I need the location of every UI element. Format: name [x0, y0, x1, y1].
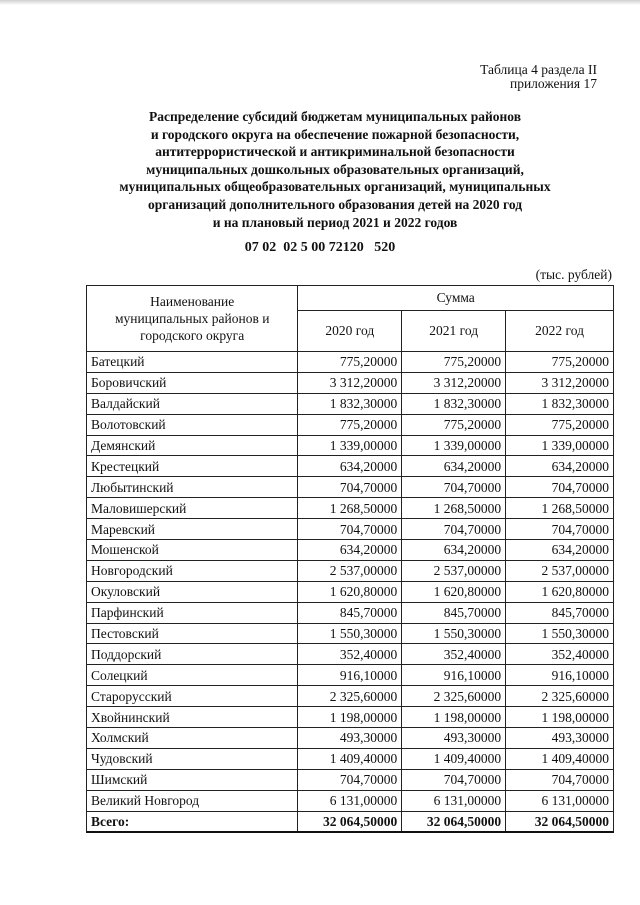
value-2020: 916,10000	[298, 665, 402, 686]
name-header-line: Наименование	[150, 294, 235, 309]
value-2022: 1 550,30000	[506, 623, 614, 644]
value-2020: 704,70000	[298, 477, 402, 498]
value-2022: 704,70000	[506, 519, 614, 540]
region-name: Демянский	[87, 435, 298, 456]
value-2021: 704,70000	[402, 769, 506, 790]
value-2022: 845,70000	[506, 602, 614, 623]
table-row	[87, 707, 614, 728]
table-row	[87, 519, 614, 540]
name-header-line: муниципальных районов и	[114, 311, 270, 326]
value-2022: 493,30000	[506, 728, 614, 749]
value-2020: 493,30000	[298, 728, 402, 749]
table-row	[87, 498, 614, 519]
region-name: Боровичский	[87, 372, 298, 393]
table-row	[87, 560, 614, 581]
table-row	[87, 540, 614, 561]
table-row	[87, 602, 614, 623]
table-row	[87, 456, 614, 477]
value-2021: 1 268,50000	[402, 498, 506, 519]
value-2021: 1 620,80000	[402, 581, 506, 602]
value-2020: 634,20000	[298, 456, 402, 477]
value-2020: 1 198,00000	[298, 707, 402, 728]
value-2021: 1 550,30000	[402, 623, 506, 644]
table-row	[87, 435, 614, 456]
region-name: Новгородский	[87, 560, 298, 581]
table-row	[87, 748, 614, 769]
region-name: Шимский	[87, 769, 298, 790]
value-2022: 1 832,30000	[506, 393, 614, 414]
table-row	[87, 581, 614, 602]
region-name: Валдайский	[87, 393, 298, 414]
value-2021: 775,20000	[402, 352, 506, 373]
value-2021: 352,40000	[402, 644, 506, 665]
value-2020: 3 312,20000	[298, 372, 402, 393]
document-title	[60, 108, 610, 231]
budget-code: 07 02 02 5 00 72120 520	[244, 240, 396, 255]
region-name: Холмский	[87, 728, 298, 749]
table-reference-line2: приложения 17	[509, 76, 597, 91]
title-line: организаций дополнительного образования детей на 2020 год	[147, 196, 523, 212]
table-row	[87, 665, 614, 686]
table-row	[87, 790, 614, 811]
region-name: Батецкий	[87, 352, 298, 373]
table-row	[87, 352, 614, 373]
value-2022: 1 198,00000	[506, 707, 614, 728]
value-2022: 704,70000	[506, 769, 614, 790]
value-2020: 6 131,00000	[298, 790, 402, 811]
value-2022: 775,20000	[506, 352, 614, 373]
title-line: и городского округа на обеспечение пожарной безопасности,	[150, 126, 520, 142]
value-2022: 6 131,00000	[506, 790, 614, 811]
table-row	[87, 769, 614, 790]
table-row	[87, 393, 614, 414]
value-2022: 704,70000	[506, 477, 614, 498]
title-line: антитеррористической и антикриминальной безопасности	[155, 144, 515, 160]
value-2021: 1 339,00000	[402, 435, 506, 456]
page-top-edge	[0, 0, 640, 5]
value-2021: 1 198,00000	[402, 707, 506, 728]
value-2020: 2 325,60000	[298, 686, 402, 707]
value-2021: 775,20000	[402, 414, 506, 435]
subsidy-table	[86, 285, 614, 833]
value-2022: 1 409,40000	[506, 748, 614, 769]
region-name: Хвойнинский	[87, 707, 298, 728]
title-line: муниципальных дошкольных образовательных организаций,	[146, 161, 524, 177]
value-2020: 704,70000	[298, 519, 402, 540]
table-row	[87, 372, 614, 393]
region-name: Солецкий	[87, 665, 298, 686]
region-name: Пестовский	[87, 623, 298, 644]
total-label: Всего:	[87, 811, 298, 832]
value-2021: 493,30000	[402, 728, 506, 749]
value-2020: 2 537,00000	[298, 560, 402, 581]
value-2021: 916,10000	[402, 665, 506, 686]
region-name: Маловишерский	[87, 498, 298, 519]
value-2020: 704,70000	[298, 769, 402, 790]
value-2020: 1 339,00000	[298, 435, 402, 456]
total-2020: 32 064,50000	[298, 811, 402, 832]
name-column-header	[87, 286, 298, 352]
sum-column-header: Сумма	[298, 286, 614, 311]
value-2020: 1 832,30000	[298, 393, 402, 414]
value-2021: 1 832,30000	[402, 393, 506, 414]
value-2021: 2 537,00000	[402, 560, 506, 581]
value-2020: 775,20000	[298, 414, 402, 435]
total-row	[87, 811, 614, 832]
region-name: Старорусский	[87, 686, 298, 707]
value-2022: 2 325,60000	[506, 686, 614, 707]
value-2021: 2 325,60000	[402, 686, 506, 707]
table-reference	[480, 63, 597, 91]
table-row	[87, 686, 614, 707]
region-name: Любытинский	[87, 477, 298, 498]
title-line: и на плановый период 2021 и 2022 годов	[212, 214, 458, 230]
region-name: Чудовский	[87, 748, 298, 769]
value-2020: 1 550,30000	[298, 623, 402, 644]
value-2022: 1 620,80000	[506, 581, 614, 602]
value-2020: 1 620,80000	[298, 581, 402, 602]
value-2020: 634,20000	[298, 540, 402, 561]
value-2022: 2 537,00000	[506, 560, 614, 581]
value-2022: 1 339,00000	[506, 435, 614, 456]
value-2020: 845,70000	[298, 602, 402, 623]
year-header-2020: 2020 год	[298, 311, 402, 352]
value-2022: 634,20000	[506, 456, 614, 477]
region-name: Поддорский	[87, 644, 298, 665]
name-header-line: городского округа	[140, 328, 245, 343]
region-name: Мошенской	[87, 540, 298, 561]
value-2020: 775,20000	[298, 352, 402, 373]
units-label: (тыс. рублей)	[535, 267, 612, 282]
value-2022: 352,40000	[506, 644, 614, 665]
region-name: Великий Новгород	[87, 790, 298, 811]
total-2021: 32 064,50000	[402, 811, 506, 832]
value-2021: 704,70000	[402, 519, 506, 540]
value-2021: 634,20000	[402, 456, 506, 477]
value-2021: 845,70000	[402, 602, 506, 623]
value-2022: 3 312,20000	[506, 372, 614, 393]
total-2022: 32 064,50000	[506, 811, 614, 832]
year-header-2021: 2021 год	[402, 311, 506, 352]
title-line: муниципальных общеобразовательных организаций, муниципальных	[119, 179, 551, 195]
value-2020: 1 268,50000	[298, 498, 402, 519]
table-row	[87, 728, 614, 749]
value-2022: 916,10000	[506, 665, 614, 686]
table-row	[87, 414, 614, 435]
table-row	[87, 477, 614, 498]
value-2021: 3 312,20000	[402, 372, 506, 393]
value-2020: 352,40000	[298, 644, 402, 665]
table-row	[87, 644, 614, 665]
region-name: Окуловский	[87, 581, 298, 602]
table-row	[87, 623, 614, 644]
value-2020: 1 409,40000	[298, 748, 402, 769]
table-body	[87, 352, 614, 812]
value-2021: 634,20000	[402, 540, 506, 561]
value-2021: 704,70000	[402, 477, 506, 498]
year-header-2022: 2022 год	[506, 311, 614, 352]
region-name: Парфинский	[87, 602, 298, 623]
value-2022: 1 268,50000	[506, 498, 614, 519]
value-2022: 775,20000	[506, 414, 614, 435]
value-2022: 634,20000	[506, 540, 614, 561]
region-name: Волотовский	[87, 414, 298, 435]
region-name: Маревский	[87, 519, 298, 540]
title-line: Распределение субсидий бюджетам муниципальных районов	[148, 109, 522, 124]
value-2021: 1 409,40000	[402, 748, 506, 769]
region-name: Крестецкий	[87, 456, 298, 477]
table-reference-line1: Таблица 4 раздела II	[480, 62, 597, 77]
value-2021: 6 131,00000	[402, 790, 506, 811]
